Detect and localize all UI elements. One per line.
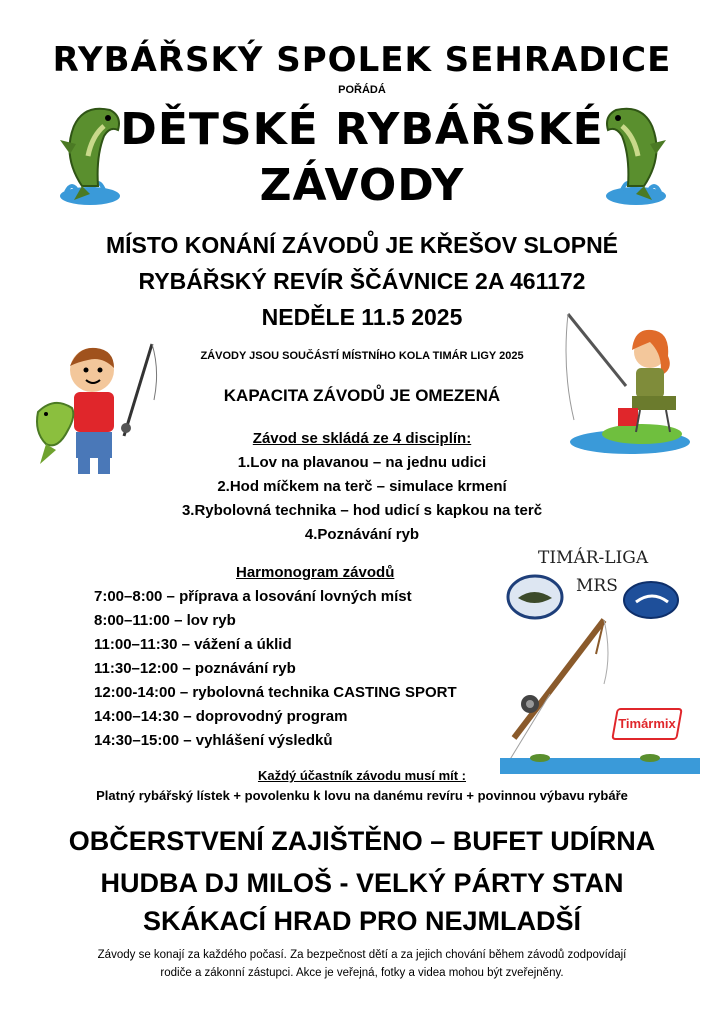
highlight-music: HUDBA DJ MILOŠ - VELKÝ PÁRTY STAN xyxy=(100,868,624,898)
league-logo-subtitle: MRS xyxy=(576,576,618,596)
schedule-item: 11:00–11:30 – vážení a úklid xyxy=(94,636,292,653)
discipline-item: 4.Poznávání ryb xyxy=(304,526,420,543)
jumping-fish-right-icon xyxy=(600,96,674,208)
organizer-heading: RYBÁŘSKÝ SPOLEK SEHRADICE xyxy=(52,40,672,80)
event-title-line2: ZÁVODY xyxy=(259,160,465,211)
footer-note xyxy=(50,946,674,982)
footer-line1: Závody se konají za každého počasí. Za bezpečnost dětí a za jejich chování během závodů zodpovídají xyxy=(97,949,627,961)
presents-label: POŘÁDÁ xyxy=(338,84,386,96)
schedule-item: 14:00–14:30 – doprovodný program xyxy=(94,708,348,725)
requirements-text: Platný rybářský lístek + povolenku k lovu na danému revíru + povinnou výbavu rybáře xyxy=(96,788,628,803)
discipline-item: 2.Hod míčkem na terč – simulace krmení xyxy=(217,478,507,495)
brand-name: Timármix xyxy=(618,716,676,731)
schedule-item: 7:00–8:00 – příprava a losování lovných míst xyxy=(94,588,412,605)
event-date: NEDĚLE 11.5 2025 xyxy=(261,304,463,330)
highlight-refreshments: OBČERSTVENÍ ZAJIŠTĚNO – BUFET UDÍRNA xyxy=(68,826,656,856)
league-note: ZÁVODY JSOU SOUČÁSTÍ MÍSTNÍHO KOLA TIMÁR LIGY 2025 xyxy=(200,350,524,362)
discipline-item: 3.Rybolovná technika – hod udicí s kapkou na terč xyxy=(181,502,543,519)
venue-line1: MÍSTO KONÁNÍ ZÁVODŮ JE KŘEŠOV SLOPNÉ xyxy=(105,232,619,258)
footer-line2: rodiče a zákonní zástupci. Akce je veřejná, fotky a videa mohou být zveřejněny. xyxy=(160,967,564,979)
league-logo-title: TIMÁR-LIGA xyxy=(538,548,649,568)
venue-line2: RYBÁŘSKÝ REVÍR ŠČÁVNICE 2A 461172 xyxy=(138,268,586,294)
disciplines-heading: Závod se skládá ze 4 disciplín: xyxy=(252,430,472,447)
schedule-item: 14:30–15:00 – vyhlášení výsledků xyxy=(94,732,333,749)
fishing-rod-icon xyxy=(500,614,700,778)
requirements-heading: Každý účastník závodu musí mít : xyxy=(257,768,467,783)
schedule-item: 12:00-14:00 – rybolovná technika CASTING SPORT xyxy=(94,684,457,701)
jumping-fish-left-icon xyxy=(52,96,126,208)
timarmix-logo xyxy=(611,708,683,740)
schedule-item: 8:00–11:00 – lov ryb xyxy=(94,612,236,629)
capacity-note: KAPACITA ZÁVODŮ JE OMEZENÁ xyxy=(223,386,501,405)
schedule-heading: Harmonogram závodů xyxy=(236,564,395,581)
discipline-item: 1.Lov na plavanou – na jednu udici xyxy=(237,454,487,471)
highlight-bouncy-castle: SKÁKACÍ HRAD PRO NEJMLADŠÍ xyxy=(142,906,582,936)
schedule-item: 11:30–12:00 – poznávání ryb xyxy=(94,660,296,677)
event-title-line1: DĚTSKÉ RYBÁŘSKÉ xyxy=(120,104,604,155)
